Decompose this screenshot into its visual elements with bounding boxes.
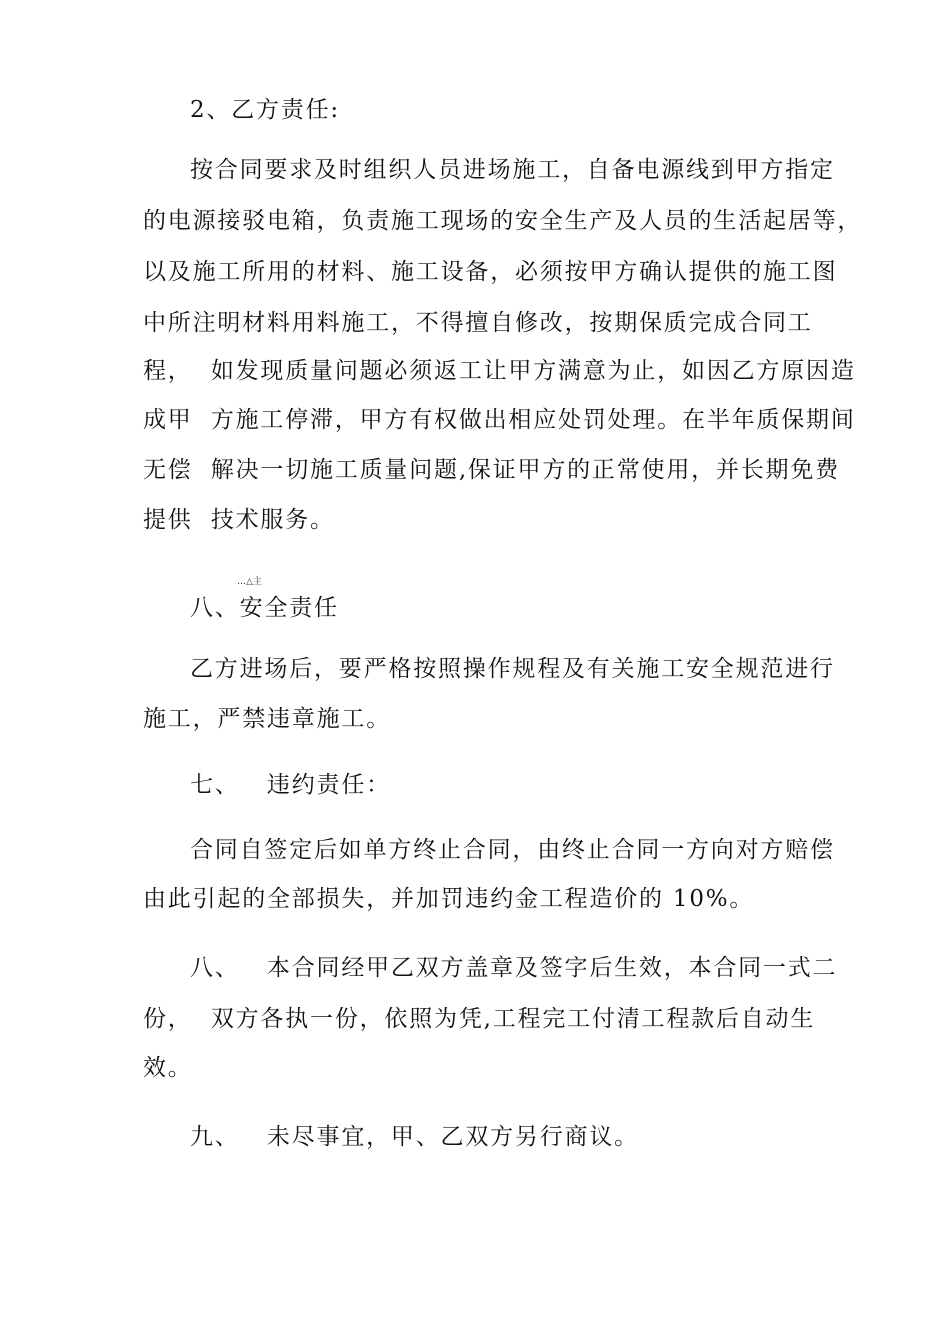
section-heading-breach: 七、 违约责任：	[190, 772, 391, 798]
paragraph-line: 以及施工所用的材料、施工设备，必须按甲方确认提供的施工图	[143, 259, 838, 285]
paragraph-line: 提供 技术服务。	[143, 507, 335, 533]
paragraph-line: 效。	[143, 1055, 193, 1081]
paragraph-line: 九、 未尽事宜，甲、乙双方另行商议。	[190, 1124, 639, 1150]
paragraph-line: 无偿 解决一切施工质量问题,保证甲方的正常使用，并长期免费	[143, 457, 840, 483]
paragraph-line: 程， 如发现质量问题必须返工让甲方满意为止，如因乙方原因造	[143, 358, 856, 384]
paragraph-line: 八、 本合同经甲乙双方盖章及签字后生效，本合同一式二	[190, 955, 838, 981]
paragraph-line: 由此引起的全部损失，并加罚违约金工程造价的 10%。	[143, 886, 755, 912]
paragraph-line: 份， 双方各执一份，依照为凭,工程完工付清工程款后自动生	[143, 1006, 816, 1032]
paragraph-line: 中所注明材料用料施工，不得擅自修改，按期保质完成合同工	[143, 310, 813, 336]
section-heading-safety: 八、安全责任	[190, 595, 339, 621]
paragraph-line: 乙方进场后，要严格按照操作规程及有关施工安全规范进行	[190, 656, 835, 682]
paragraph-line: 按合同要求及时组织人员进场施工，自备电源线到甲方指定	[190, 157, 835, 183]
paragraph-line: 的电源接驳电箱，负责施工现场的安全生产及人员的生活起居等，	[143, 208, 863, 234]
section-heading-party-b: 2、乙方责任:	[190, 97, 340, 123]
paragraph-line: 施工，严禁违章施工。	[143, 706, 391, 732]
paragraph-line: 成甲 方施工停滞，甲方有权做出相应处罚处理。在半年质保期间	[143, 407, 856, 433]
small-annotation-mark: …△主	[237, 577, 262, 587]
paragraph-line: 合同自签定后如单方终止合同，由终止合同一方向对方赔偿	[190, 837, 835, 863]
